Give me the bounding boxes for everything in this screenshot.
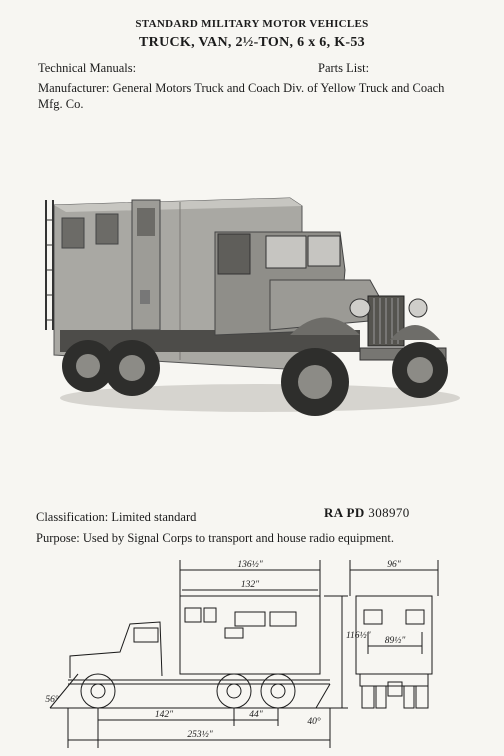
ra-pd-label: RA PD <box>324 505 365 520</box>
truck-photo <box>40 170 460 440</box>
technical-manuals-label: Technical Manuals: <box>38 61 137 75</box>
dim-tread: 89½" <box>384 636 406 646</box>
dim-height: 116½" <box>346 631 371 641</box>
dim-overall-width: 96" <box>387 560 401 570</box>
dim-departure-angle: 40° <box>307 717 321 727</box>
vehicle-title: TRUCK, VAN, 2½-TON, 6 x 6, K-53 <box>139 35 365 50</box>
dim-approach-angle: 56° <box>45 695 59 705</box>
ra-pd-value: 308970 <box>368 505 410 520</box>
purpose-text: Purpose: Used by Signal Corps to transport and house radio equipment. <box>36 531 394 545</box>
dim-wheelbase: 142" <box>154 710 174 720</box>
classification-text: Classification: Limited standard <box>36 510 197 524</box>
ra-pd-number <box>324 505 410 521</box>
dim-overall-length: 253½" <box>187 730 213 740</box>
dimension-drawing <box>30 558 490 754</box>
dim-box-inner: 132" <box>240 580 260 590</box>
manufacturer-text: Manufacturer: General Motors Truck and Coach Div. of Yellow Truck and Coach Mfg. Co. <box>38 81 445 111</box>
parts-list-label: Parts List: <box>318 61 370 75</box>
dim-box-length: 136½" <box>237 560 263 570</box>
series-heading: STANDARD MILITARY MOTOR VEHICLES <box>135 18 369 30</box>
dim-rear-axle-spacing: 44" <box>249 710 263 720</box>
